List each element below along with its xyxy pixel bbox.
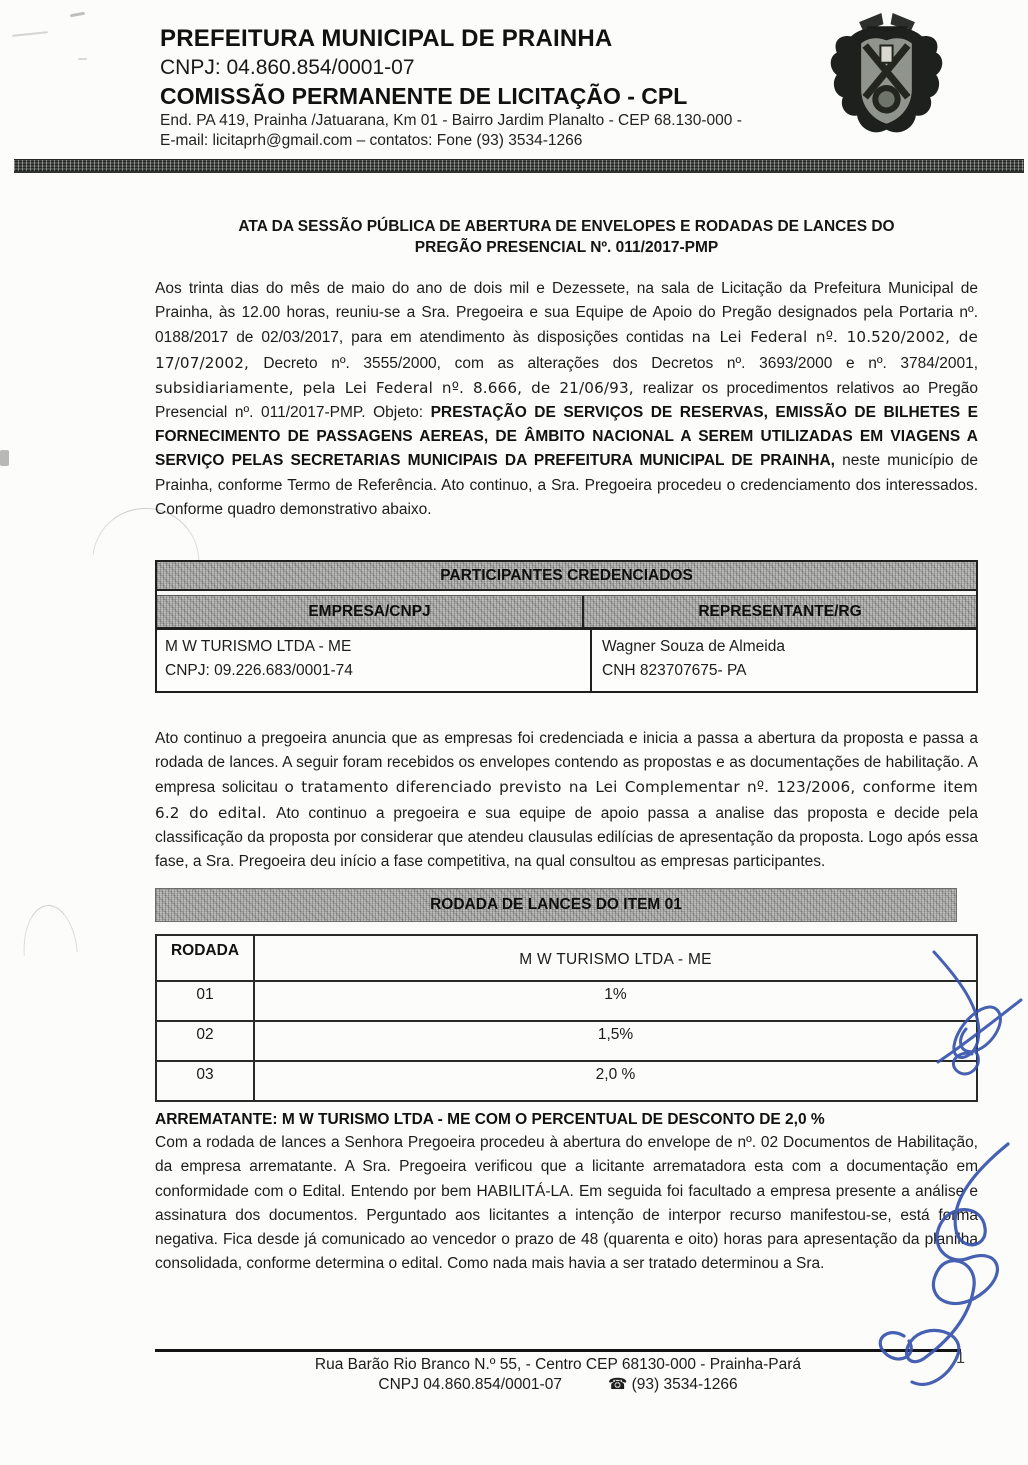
paragraph1-seg2: na Lei Federal nº. 10.520/2002, de 17/07/2002, [155, 328, 978, 372]
table-row [157, 630, 976, 693]
table-row [157, 982, 976, 1022]
document-title [155, 216, 978, 258]
page-number: 1 [956, 1350, 965, 1367]
scan-smudge [12, 31, 48, 37]
paragraph1-seg1: Aos trinta dias do mês de maio do ano de dois mil e Dezessete, na sala de Licitação da Prefeitura Municipal de Prainha, às 12.00 horas, reuniu-se a Sra. Pregoeira e sua Equipe de Apoio do Pregão designados pela Portaria nº. 0188/2017 de 02/03/2017, para em atendimento às disposições contidas [155, 280, 978, 347]
representante-rg: CNH 823707675- PA [602, 662, 747, 680]
participants-table-header-row [157, 596, 976, 630]
footer [155, 1355, 961, 1394]
organization-address: End. PA 419, Prainha /Jatuarana, Km 01 - Bairro Jardim Planalto - CEP 68.130-000 - [160, 112, 742, 129]
cell-lance: 2,0 % [595, 1066, 636, 1084]
cell-rodada: 01 [157, 982, 255, 1020]
table-row [157, 1022, 976, 1062]
header-separator-band [14, 159, 1024, 173]
cell-representante [592, 630, 976, 691]
paragraph1-seg4: subsidiariamente, pela Lei Federal nº. 8.666, de 21/06/93, [155, 378, 643, 397]
organization-cnpj: CNPJ: 04.860.854/0001-07 [160, 56, 415, 79]
letterhead [160, 24, 840, 151]
representante-name: Wagner Souza de Almeida [602, 638, 785, 656]
scan-smudge [0, 450, 9, 466]
organization-name: PREFEITURA MUNICIPAL DE PRAINHA [160, 25, 613, 52]
paragraph2-seg3: Ato continuo a pregoeira e sua equipe de apoio passa a analise das proposta e decide pela classificação da proposta por considerar que atendeu clausulas edilícias de apresentação da proposta. Logo após essa fase, a Sra. Pregoeira deu início a fase competitiva, na qual consultou as empresas participantes. [155, 804, 978, 871]
column-header-empresa: EMPRESA/CNPJ [157, 596, 584, 627]
footer-cnpj: CNPJ 04.860.854/0001-07 [378, 1376, 562, 1393]
footer-line2 [155, 1375, 961, 1394]
bids-banner: RODADA DE LANCES DO ITEM 01 [155, 888, 957, 922]
cell-rodada: 03 [157, 1062, 255, 1100]
paragraph1-seg3: Decreto nº. 3555/2000, com as alterações dos Decretos nº. 3693/2000 e nº. 3784/2001, [263, 354, 978, 372]
paragraph2-seg1: Ato continuo a pregoeira anuncia que as empresas foi credenciada e inicia a passa a abertura da proposta e passa a rodada de lances. A seguir foram recebidos os envelopes contendo as propostas e as documentações de habilitação. A empresa solicitau [155, 730, 978, 797]
footer-address: Rua Barão Rio Branco N.º 55, - Centro CEP 68130-000 - Prainha-Pará [314, 1356, 802, 1373]
document-title-line2: PREGÃO PRESENCIAL Nº. 011/2017-PMP [414, 239, 719, 256]
column-header-representante: REPRESENTANTE/RG [584, 596, 976, 627]
winner-statement: ARREMATANTE: M W TURISMO LTDA - ME COM O PERCENTUAL DE DESCONTO DE 2,0 % [155, 1111, 825, 1129]
paragraph1-seg5: realizar os procedimentos relativos ao Pregão Presencial nº. 011/2017-PMP. Objeto: [155, 379, 979, 422]
telephone-icon: ☎ [607, 1376, 628, 1393]
column-header-bidder: M W TURISMO LTDA - ME [519, 951, 712, 969]
paragraph1-seg7: neste município de Prainha, conforme Termo de Referência. Ato continuo, a Sra. Pregoeira procedeu o credenciamento dos interessados. Conforme quadro demonstrativo abaixo. [155, 452, 978, 518]
paragraph-opening [155, 277, 978, 522]
cell-rodada: 02 [157, 1022, 255, 1060]
footer-phone: (93) 3534-1266 [631, 1376, 738, 1393]
organization-contact: E-mail: licitaprh@gmail.com – contatos: Fone (93) 3534-1266 [160, 132, 583, 149]
footer-rule [155, 1349, 961, 1352]
scan-smudge [78, 58, 87, 60]
committee-name: COMISSÃO PERMANENTE DE LICITAÇÃO - CPL [160, 83, 688, 109]
paragraph2-seg2: o tratamento diferenciado previsto na Lei Complementar nº. 123/2006, conforme item 6.2 do edital. [155, 778, 979, 822]
table-row [157, 1062, 976, 1100]
participants-table [155, 560, 978, 693]
cell-lance: 1,5% [597, 1026, 634, 1044]
pencil-arc-mark [20, 903, 77, 956]
scan-smudge [70, 12, 85, 18]
paragraph-closing: Com a rodada de lances a Senhora Pregoeira procedeu à abertura do envelope de nº. 02 Documentos de Habilitação, da empresa arrematante. A Sra. Pregoeira verificou que a licitante arrematadora esta com a documentação em conformidade com o Edital. Entendo por bem HABILITÁ-LA. Em seguida foi facultado a empresa presente a análise e assinatura dos documentos. Perguntado aos licitantes a intenção de interpor recurso manifestou-se, está forma negativa. Fica desde já comunicado ao vencedor o prazo de 48 (quarenta e oito) horas para apresentação da planilha consolidada, conforme determina o edital. Como nada mais havia a ser tratado determinou a Sra. [155, 1134, 978, 1273]
paragraph1-object-bold: PRESTAÇÃO DE SERVIÇOS DE RESERVAS, EMISSÃO DE BILHETES E FORNECIMENTO DE PASSAGENS AEREAS, DE ÂMBITO NACIONAL A SEREM UTILIZADAS EM VIAGENS A SERVIÇO PELAS SECRETARIAS MUNICIPAIS DA PREFEITURA MUNICIPAL DE PRAINHA, [155, 404, 978, 470]
cell-empresa [157, 630, 592, 691]
bids-table [155, 934, 978, 1102]
coat-of-arms-logo [828, 10, 946, 152]
cell-lance: 1% [604, 986, 627, 1004]
document-body [155, 216, 978, 1276]
empresa-cnpj: CNPJ: 09.226.683/0001-74 [165, 662, 353, 680]
bids-table-header-row [157, 936, 976, 982]
document-title-line1: ATA DA SESSÃO PÚBLICA DE ABERTURA DE ENVELOPES E RODADAS DE LANCES DO [238, 218, 895, 235]
paragraph-credenciamento [155, 727, 978, 874]
participants-table-title: PARTICIPANTES CREDENCIADOS [157, 562, 976, 591]
column-header-rodada: RODADA [157, 936, 255, 980]
empresa-name: M W TURISMO LTDA - ME [165, 638, 352, 656]
